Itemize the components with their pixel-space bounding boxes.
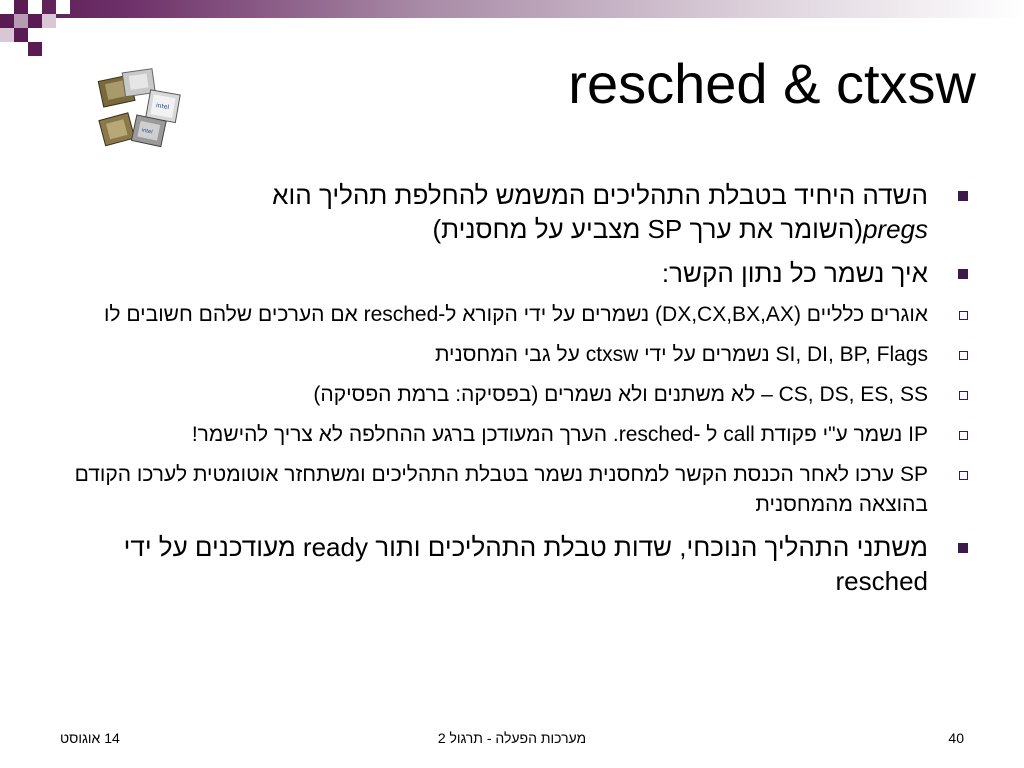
slide-content (40, 178, 936, 608)
sub-bullet-segment-registers (40, 380, 936, 410)
top-decorative-band (0, 0, 1024, 18)
sub-bullet-text: אוגרים כלליים (DX,CX,BX,AX) נשמרים על ידי הקורא ל-resched אם הערכים שלהם חשובים לו (103, 303, 928, 326)
sub-bullet-text: SI, DI, BP, Flags נשמרים על ידי ctxsw על גבי המחסנית (434, 343, 928, 366)
filled-square-bullet-icon (958, 543, 968, 553)
filled-square-bullet-icon (958, 269, 968, 279)
hollow-square-bullet-icon (959, 351, 968, 360)
slide-number: 40 (948, 730, 964, 746)
processor-chips-image (94, 66, 186, 150)
bullet-field-pregs (40, 178, 936, 246)
sub-bullet-text: CS, DS, ES, SS – לא משתנים ולא נשמרים (בפסיקה: ברמת הפסיקה) (313, 383, 928, 406)
sub-bullet-sp (40, 460, 936, 520)
hollow-square-bullet-icon (959, 431, 968, 440)
hollow-square-bullet-icon (959, 391, 968, 400)
hollow-square-bullet-icon (959, 471, 968, 480)
hollow-square-bullet-icon (959, 311, 968, 320)
sub-bullet-general-registers (40, 300, 936, 330)
svg-text:intel: intel (155, 102, 170, 112)
slide-title: resched & ctxsw (568, 52, 976, 115)
footer-date: 14 אוגוסט (60, 730, 120, 746)
sub-bullet-si-di-bp-flags (40, 340, 936, 370)
bullet-text-continued: (השומר את ערך SP מצביע על מחסנית) (432, 214, 863, 244)
bullet-context-saving (40, 256, 936, 290)
pregs-term: pregs (862, 214, 928, 244)
bullet-process-variables (40, 530, 936, 598)
sub-bullet-ip (40, 420, 936, 450)
svg-text:intel: intel (141, 127, 154, 136)
bullet-text: איך נשמר כל נתון הקשר: (661, 258, 928, 288)
sub-bullet-text: SP ערכו לאחר הכנסת הקשר למחסנית נשמר בטבלת התהליכים ומשתחזר אוטומטית לערכו הקודם בהוצאה מהמחסנית (74, 463, 928, 516)
sub-bullet-text: IP נשמר ע"י פקודת call ל -resched. הערך המעודכן ברגע ההחלפה לא צריך להישמר! (191, 423, 928, 446)
purple-squares-decoration (0, 0, 80, 64)
bullet-text: השדה היחיד בטבלת התהליכים המשמש להחלפת תהליך הוא (272, 180, 928, 210)
footer-course-title: מערכות הפעלה - תרגול 2 (437, 730, 587, 746)
filled-square-bullet-icon (958, 191, 968, 201)
bullet-text: משתני התהליך הנוכחי, שדות טבלת התהליכים ותור ready מעודכנים על ידי resched (123, 532, 928, 596)
